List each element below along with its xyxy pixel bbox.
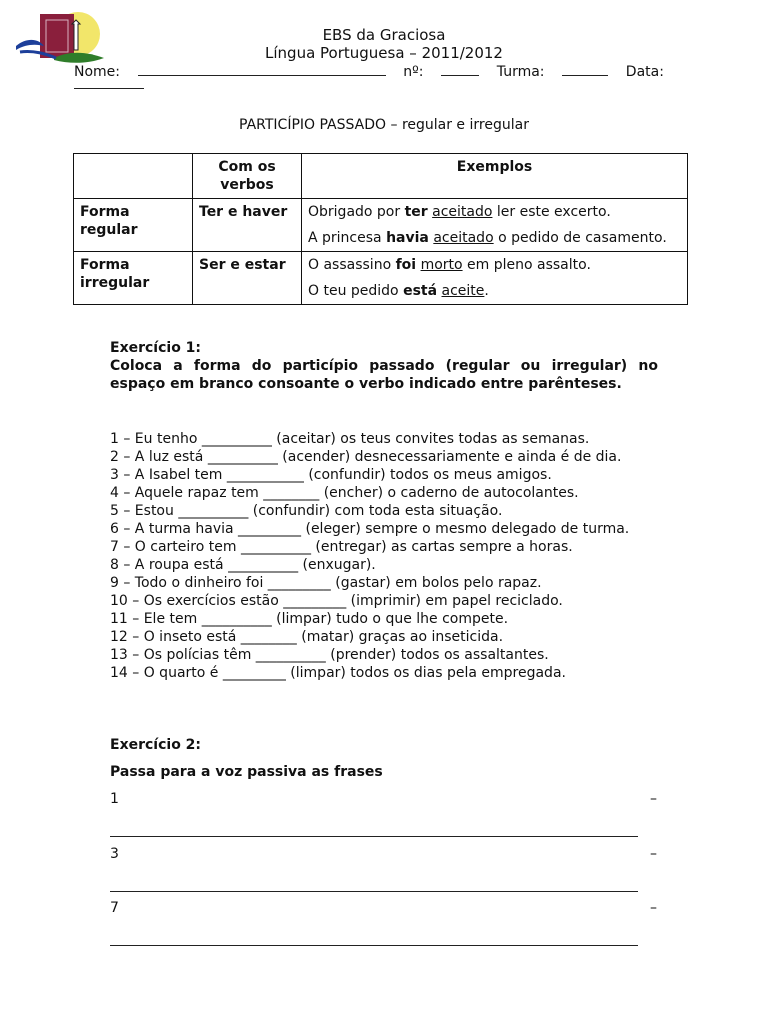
answer-line[interactable] (110, 873, 638, 892)
number-field[interactable] (441, 63, 479, 76)
subject-year: Língua Portuguesa – 2011/2012 (265, 44, 503, 62)
date-field[interactable] (74, 88, 144, 89)
answer-number: 1 (110, 791, 119, 807)
list-item: 6 – A turma havia _________ (eleger) sempre o mesmo delegado de turma. (110, 521, 630, 537)
list-item: 4 – Aquele rapaz tem ________ (encher) o caderno de autocolantes. (110, 485, 579, 501)
page-title: PARTICÍPIO PASSADO – regular e irregular (239, 117, 529, 133)
form-cell: Forma irregular (74, 252, 193, 305)
list-item: 7 – O carteiro tem __________ (entregar) as cartas sempre a horas. (110, 539, 573, 555)
table-header-row (74, 154, 688, 199)
table-header-examples: Exemplos (302, 154, 688, 199)
answer-dash: – (650, 846, 657, 862)
exercise1-header (110, 339, 658, 393)
examples-cell (302, 199, 688, 252)
example-sentence: O teu pedido está aceite. (308, 283, 489, 299)
verbs-cell: Ter e haver (193, 199, 302, 252)
answer-dash: – (650, 900, 657, 916)
school-name: EBS da Graciosa (322, 26, 446, 44)
exercise1-title: Exercício 1: (110, 340, 202, 356)
exercise2-title: Exercício 2: (110, 737, 202, 753)
participle-table (73, 153, 688, 305)
examples-cell (302, 252, 688, 305)
list-item: 11 – Ele tem __________ (limpar) tudo o que lhe compete. (110, 611, 509, 627)
exercise1-instruction: Coloca a forma do particípio passado (regular ou irregular) no espaço em branco consoante o verbo indicado entre parênteses. (110, 358, 658, 392)
list-item: 9 – Todo o dinheiro foi _________ (gastar) em bolos pelo rapaz. (110, 575, 542, 591)
list-item: 13 – Os polícias têm __________ (prender) todos os assaltantes. (110, 647, 549, 663)
answer-dash: – (650, 791, 657, 807)
list-item: 14 – O quarto é _________ (limpar) todos os dias pela empregada. (110, 665, 566, 681)
table-header-empty (74, 154, 193, 199)
example-sentence: A princesa havia aceitado o pedido de casamento. (308, 230, 667, 246)
list-item: 12 – O inseto está ________ (matar) graças ao inseticida. (110, 629, 504, 645)
table-row (74, 252, 688, 305)
list-item: 1 – Eu tenho __________ (aceitar) os teus convites todas as semanas. (110, 431, 590, 447)
class-label: Turma: (496, 64, 545, 80)
example-sentence: Obrigado por ter aceitado ler este excerto. (308, 204, 611, 220)
table-header-verbs: Com os verbos (193, 154, 302, 199)
answer-number: 7 (110, 900, 119, 916)
name-label: Nome: (74, 64, 121, 80)
answer-line[interactable] (110, 927, 638, 946)
verbs-cell: Ser e estar (193, 252, 302, 305)
number-label: nº: (403, 64, 424, 80)
list-item: 5 – Estou __________ (confundir) com toda esta situação. (110, 503, 503, 519)
date-label: Data: (625, 64, 664, 80)
name-field[interactable] (138, 63, 386, 76)
answer-number: 3 (110, 846, 119, 862)
student-info-line (74, 63, 664, 80)
list-item: 2 – A luz está __________ (acender) desnecessariamente e ainda é de dia. (110, 449, 622, 465)
form-cell: Forma regular (74, 199, 193, 252)
answer-line[interactable] (110, 818, 638, 837)
list-item: 3 – A Isabel tem ___________ (confundir) todos os meus amigos. (110, 467, 552, 483)
example-sentence: O assassino foi morto em pleno assalto. (308, 257, 591, 273)
list-item: 10 – Os exercícios estão _________ (imprimir) em papel reciclado. (110, 593, 563, 609)
class-field[interactable] (562, 63, 608, 76)
table-row (74, 199, 688, 252)
exercise2-instruction: Passa para a voz passiva as frases (110, 764, 383, 780)
exercise1-list (110, 430, 658, 682)
list-item: 8 – A roupa está __________ (enxugar). (110, 557, 376, 573)
